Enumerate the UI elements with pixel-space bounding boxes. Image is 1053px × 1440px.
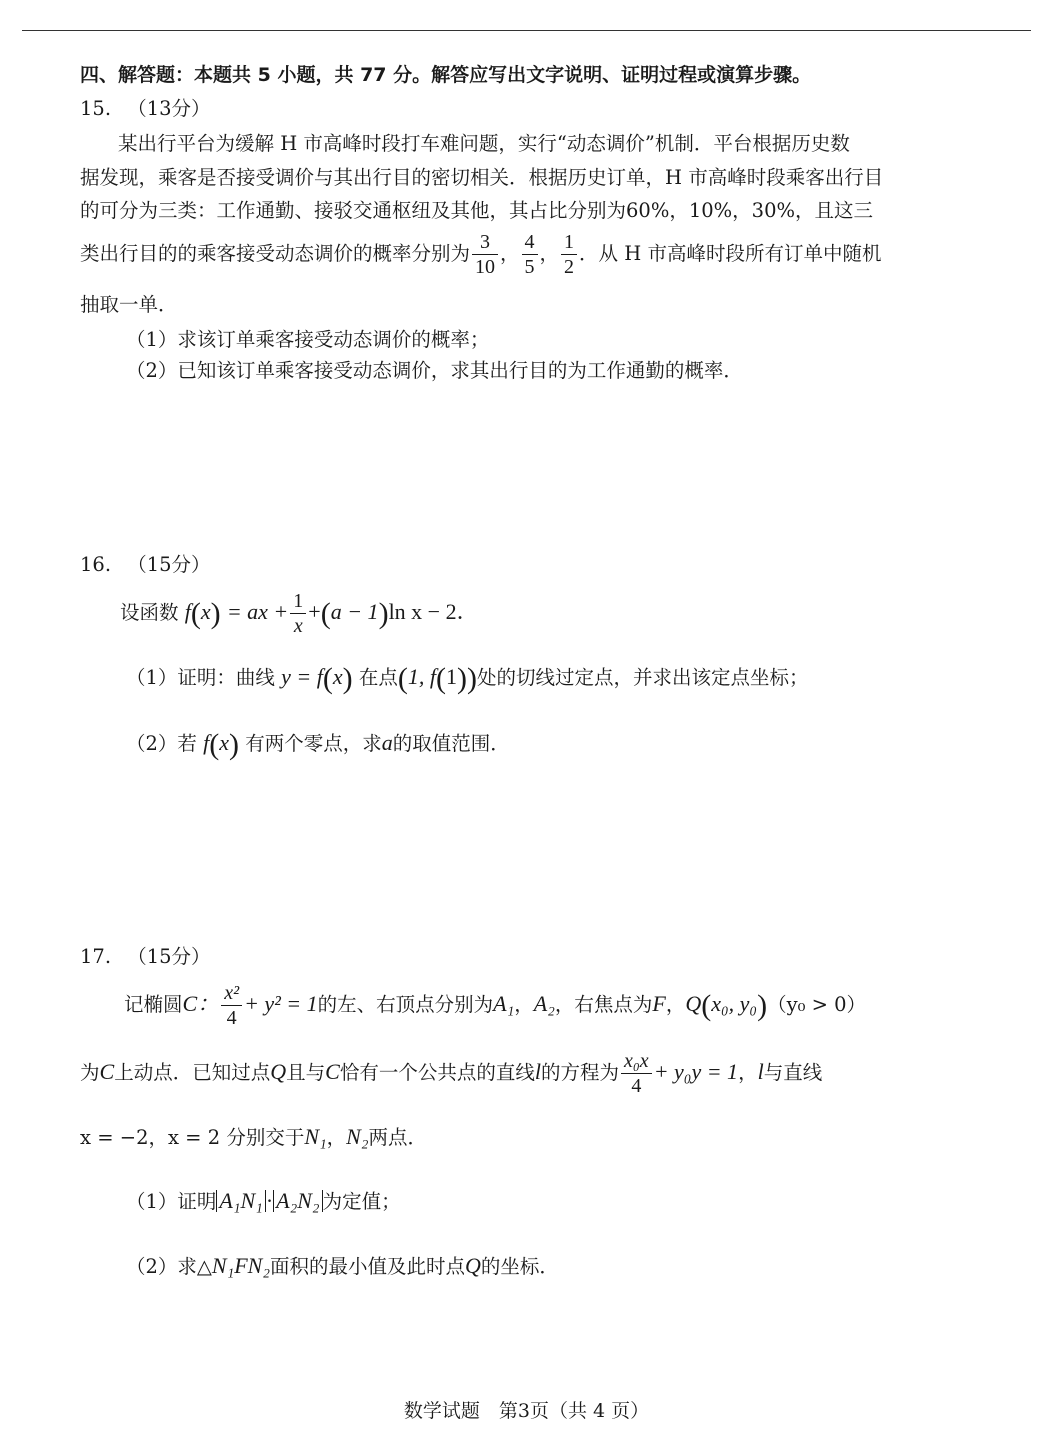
q17-l2-c: 恰有一个公共点的直线 — [339, 1061, 535, 1084]
ellipse-rest: + y² = 1 — [244, 991, 318, 1016]
q16-sub2-pre: （2）若 — [126, 732, 197, 755]
q17-line3: x = −2，x = 2 分别交于N₁，N₂两点． — [80, 1124, 428, 1149]
q15-para-line5: 抽取一单． — [80, 293, 178, 316]
abs-A1N1: A₁N₁ — [216, 1190, 265, 1212]
q15-score: （13分） — [127, 97, 211, 120]
point-Q-ref: Q — [270, 1059, 287, 1084]
q16-number: 16. — [80, 553, 112, 576]
q17-l1-mid: 的左、右顶点分别为 — [317, 993, 494, 1016]
q17-l3-post: 两点． — [368, 1126, 428, 1149]
q17-sub2-mid: 面积的最小值及此时点 — [270, 1255, 466, 1278]
fraction-denominator: 4 — [226, 1007, 237, 1029]
fraction-denominator: 4 — [631, 1075, 642, 1097]
fraction-denominator: 5 — [524, 256, 535, 278]
expr-part-d: ln x − 2． — [388, 599, 479, 624]
q17-sub1-post: 为定值； — [322, 1190, 401, 1213]
ellipse-C-ref: C — [99, 1059, 115, 1084]
q16-sub2-post: 的取值范围． — [392, 732, 510, 755]
fraction-denominator: 10 — [475, 256, 496, 278]
line-l: l — [534, 1059, 541, 1084]
q15-para-line4-text: 类出行目的的乘客接受动态调价的概率分别为 — [80, 242, 471, 265]
q15-number: 15. — [80, 97, 112, 120]
q16-sub1-post: 处的切线过定点，并求出该定点坐标； — [476, 666, 809, 689]
vertex-A2: A₂ — [533, 991, 555, 1016]
dot-operator: · — [265, 1188, 274, 1213]
q17-number: 17. — [80, 945, 112, 968]
abs-A2N2: A₂N₂ — [273, 1190, 322, 1212]
curve-expr: y = f — [281, 664, 323, 689]
q15-para-line4 — [80, 230, 881, 279]
q16-sub2-mid: 有两个零点，求 — [245, 732, 382, 755]
fraction-numerator: 1 — [561, 230, 577, 255]
q17-l3-text: x = −2，x = 2 分别交于 — [80, 1126, 305, 1149]
fraction-4-5 — [522, 230, 538, 279]
fraction-1-2 — [561, 230, 577, 279]
q17-condition: （y₀ > 0） — [767, 993, 867, 1016]
point-N1: N₁ — [304, 1124, 327, 1149]
q17-l2-a: 上动点．已知过点 — [114, 1061, 271, 1084]
point-N2: N₂ — [346, 1124, 369, 1149]
q17-sub2-pre: （2）求△ — [126, 1255, 212, 1278]
fraction-1-x — [290, 589, 306, 638]
fraction-numerator: x² — [221, 981, 242, 1006]
point-Q: Q — [685, 991, 702, 1016]
q17-sub1-pre: （1）证明 — [126, 1190, 217, 1213]
q16-subquestion-2: （2）若 f(x) 有两个零点，求a的取值范围． — [126, 728, 510, 761]
triangle-N1FN2: N₁FN₂ — [211, 1253, 270, 1278]
q17-l2-b: 且与 — [286, 1061, 326, 1084]
q16-def-text: 设函数 — [120, 601, 179, 624]
q17-header — [80, 944, 211, 970]
function-f: f — [184, 599, 191, 624]
point-expr: 1, f — [407, 664, 436, 689]
q15-para-line4-end: ．从 H 市高峰时段所有订单中随机 — [579, 242, 882, 265]
q16-definition: 设函数 f(x) = ax + $\frac{1}{x}$ +(a − 1)ln x − 2． — [120, 590, 479, 637]
q15-para-line3: 的可分为三类：工作通勤、接驳交通枢纽及其他，其占比分别为60%，10%，30%，且这三 — [80, 199, 874, 222]
point-arg: 1 — [445, 664, 457, 689]
q17-score: （15分） — [127, 945, 211, 968]
q16-subquestion-1: （1）证明：曲线 y = f(x) 在点(1, f(1))处的切线过定点，并求出该定点坐标； — [126, 662, 809, 695]
separator: ， — [500, 242, 520, 265]
expr-part-b: + — [308, 599, 321, 624]
q17-l2-d: 的方程为 — [540, 1061, 619, 1084]
param-a: a — [381, 730, 393, 755]
fraction-numerator: 3 — [472, 230, 498, 255]
fraction-x0x-4 — [621, 1049, 652, 1098]
q16-sub1-mid: 在点 — [358, 666, 398, 689]
point-Q-ref: Q — [465, 1253, 481, 1278]
line-rest: + y₀y = 1 — [653, 1059, 739, 1084]
q15-subquestion-1: （1）求该订单乘客接受动态调价的概率； — [126, 328, 490, 351]
q15-header — [80, 96, 211, 122]
q16-score: （15分） — [127, 553, 211, 576]
ellipse-C-ref: C — [325, 1059, 340, 1084]
q16-sub1-pre: （1）证明：曲线 — [126, 666, 275, 689]
fraction-x2-4 — [221, 981, 242, 1030]
ellipse-C: C： — [182, 991, 220, 1016]
vertex-A1: A₁ — [493, 991, 515, 1016]
q16-header — [80, 552, 211, 578]
fraction-numerator: 4 — [522, 230, 538, 255]
fraction-denominator: 2 — [564, 256, 575, 278]
point-Q-coords: x₀, y₀ — [711, 991, 758, 1016]
q15-para-line2: 据发现，乘客是否接受调价与其出行目的密切相关．根据历史订单，H 市高峰时段乘客出行目 — [80, 166, 884, 189]
q17-l2-e: 与直线 — [763, 1061, 823, 1084]
page-footer: 数学试题 第3页（共 4 页） — [403, 1400, 650, 1422]
fraction-3-10 — [472, 230, 498, 279]
q17-l1-focus: ，右焦点为 — [554, 993, 653, 1016]
top-rule — [22, 30, 1031, 31]
function-f: f — [203, 730, 210, 755]
line-l-ref: l — [757, 1059, 764, 1084]
q17-subquestion-1 — [126, 1186, 401, 1217]
fraction-numerator: 1 — [290, 589, 306, 614]
q15-para-line1: 某出行平台为缓解 H 市高峰时段打车难问题，实行“动态调价”机制．平台根据历史数 — [118, 132, 850, 155]
q17-l2-pre: 为 — [80, 1061, 100, 1084]
expr-part-a: = ax + — [226, 599, 289, 624]
q17-line2: 为C上动点．已知过点Q且与C恰有一个公共点的直线l的方程为 $\frac{\text{x₀x}}{4}$ + y₀y = 1，l与直线 — [80, 1050, 823, 1097]
focus-F: F — [652, 991, 666, 1016]
q17-l1-pre: 记椭圆 — [124, 993, 183, 1016]
section-heading: 四、解答题：本题共 5 小题，共 77 分。解答应写出文字说明、证明过程或演算步骤。 — [80, 64, 812, 86]
q15-subquestion-2: （2）已知该订单乘客接受动态调价，求其出行目的为工作通勤的概率． — [126, 359, 743, 382]
q17-subquestion-2 — [126, 1251, 559, 1282]
fraction-numerator: x₀x — [621, 1049, 652, 1074]
separator: ， — [539, 242, 560, 265]
q17-sub2-post: 的坐标． — [480, 1255, 559, 1278]
q17-line1: 记椭圆C： $\frac{\text{x²}}{4}$ + y² = 1的左、右顶点分别为A₁，A₂，右焦点为F，Q(x₀, y₀)（y₀ > 0） — [124, 982, 867, 1029]
expr-part-c: a − 1 — [330, 599, 379, 624]
fraction-denominator: x — [293, 615, 303, 637]
